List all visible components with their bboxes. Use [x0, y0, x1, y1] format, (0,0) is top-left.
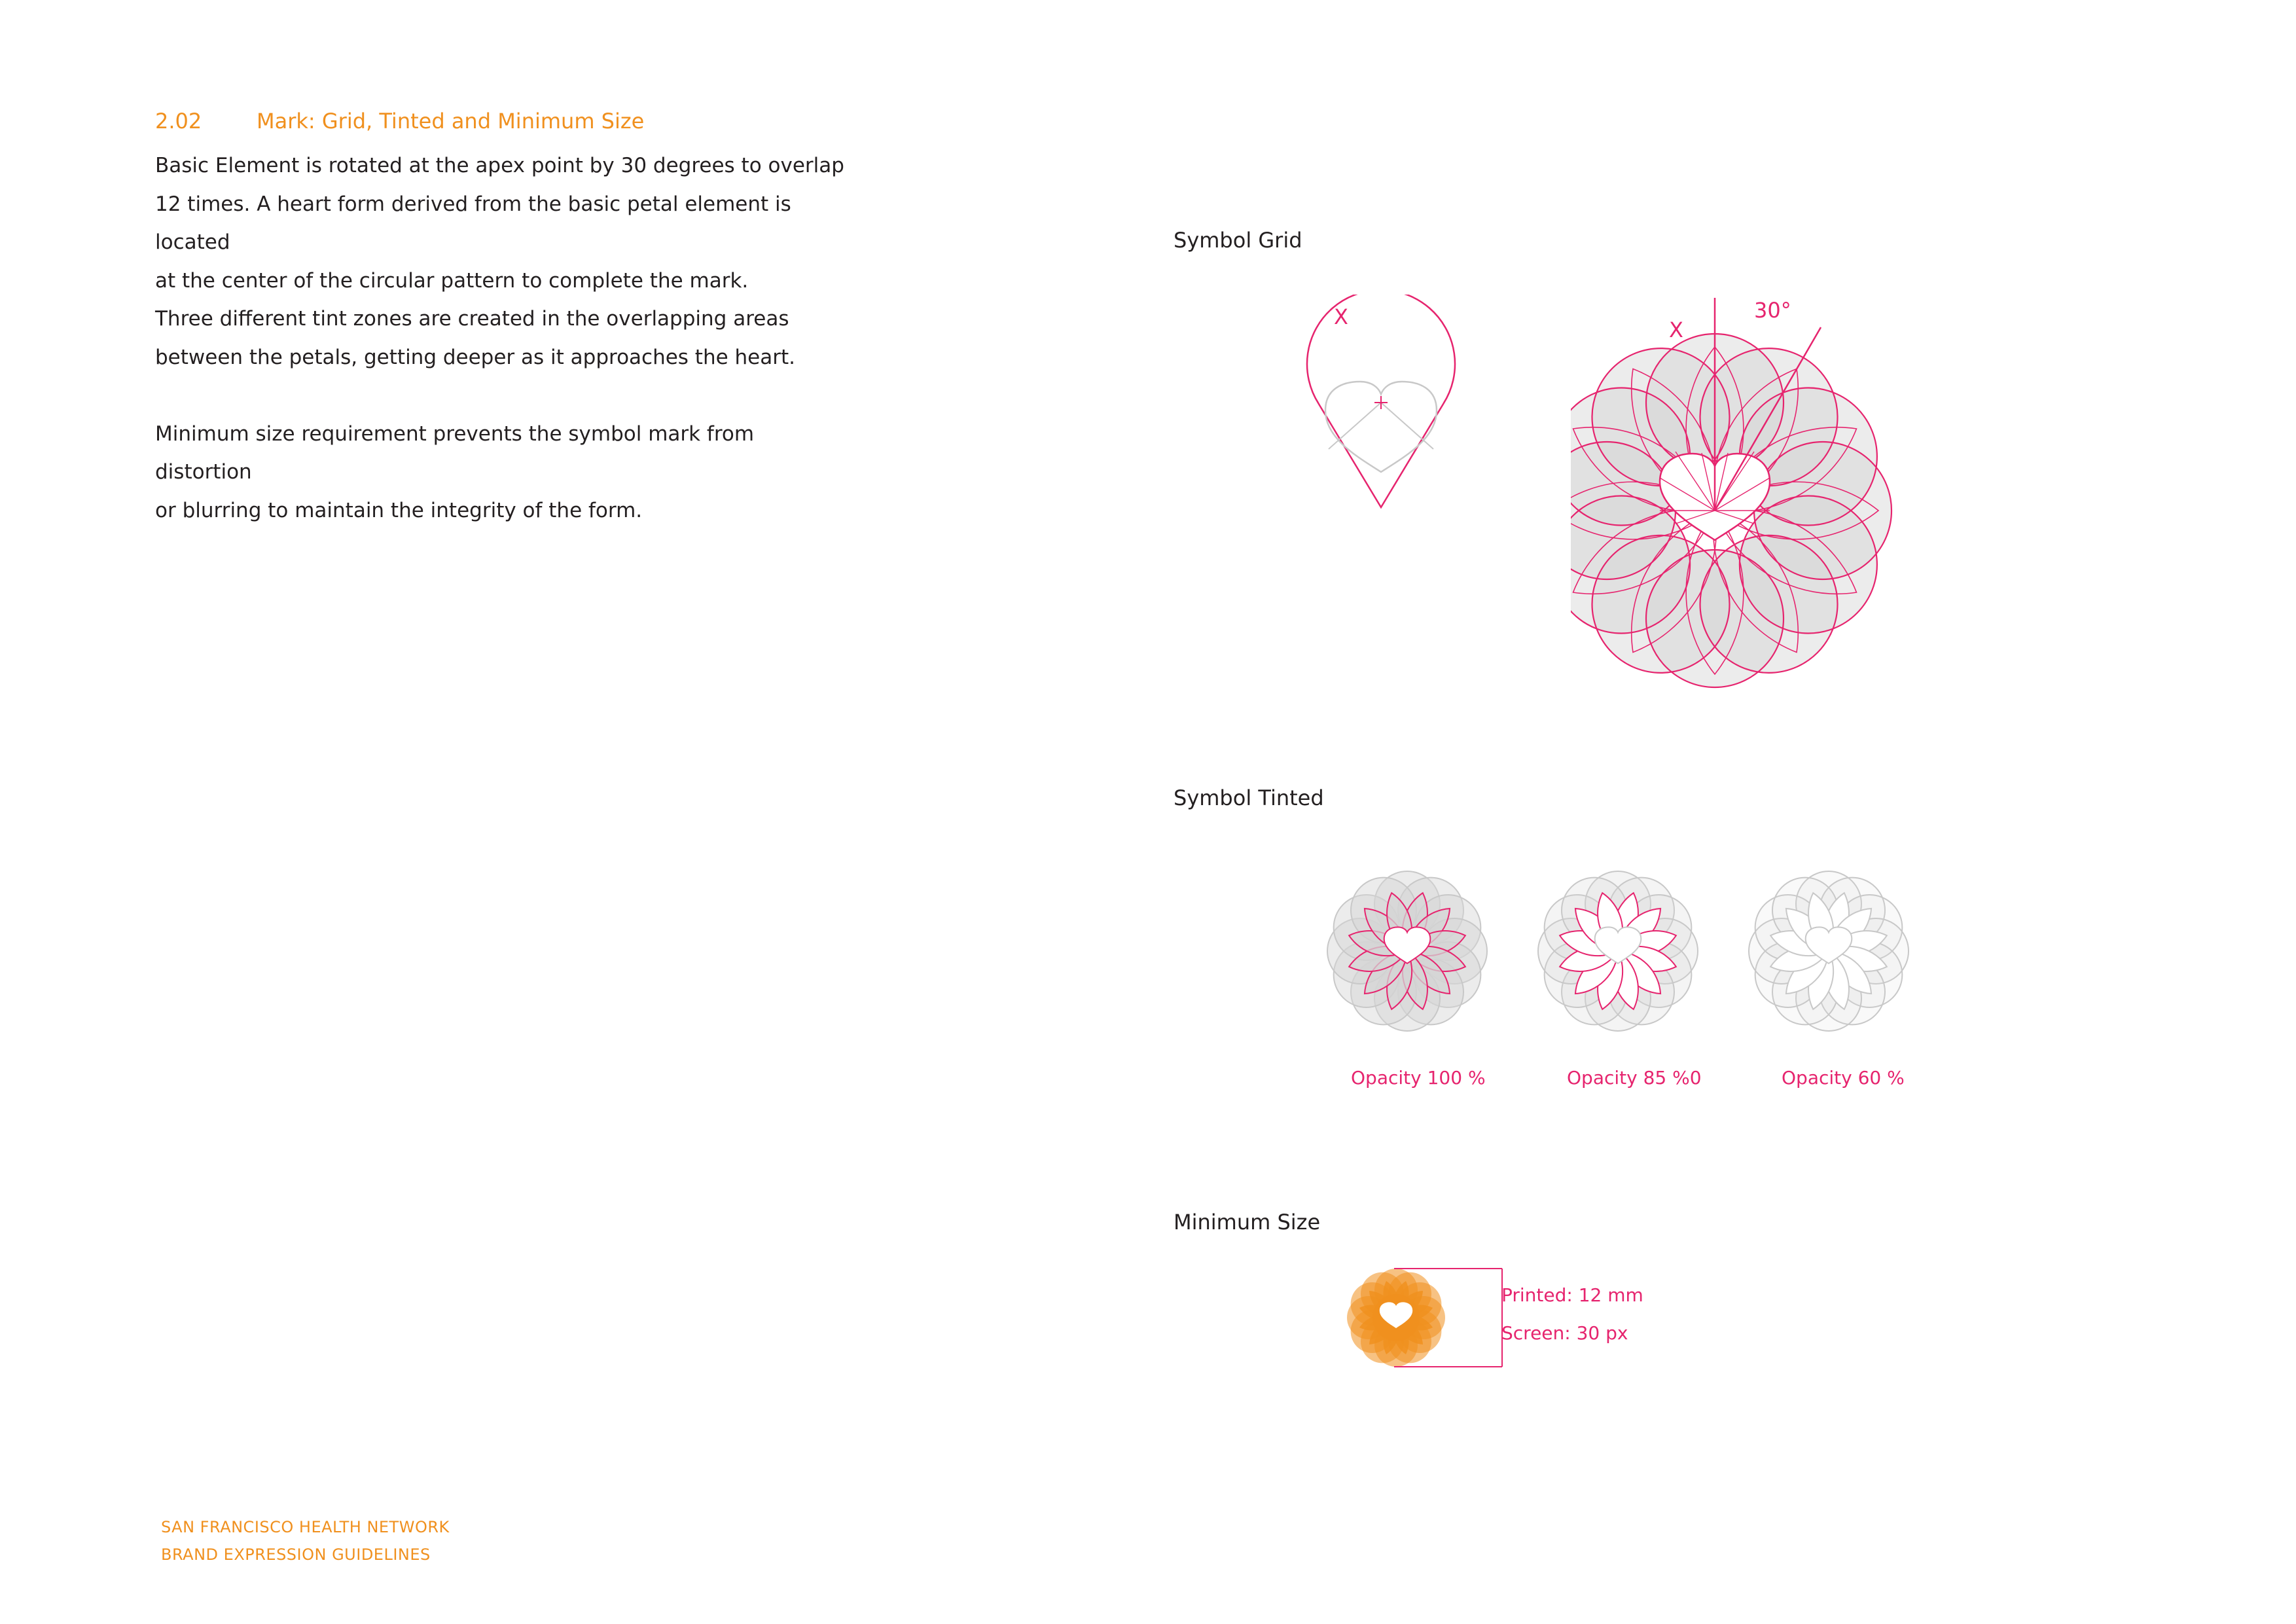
- body-line: Three different tint zones are created in the overlapping areas: [155, 307, 789, 331]
- tint-caption: Opacity 100 %: [1351, 1067, 1486, 1089]
- minimum-size-label: Minimum Size: [1174, 1210, 1321, 1235]
- tinted-variants: [1322, 864, 1924, 1041]
- body-line: at the center of the circular pattern to complete the mark.: [155, 268, 749, 293]
- section-title: Mark: Grid, Tinted and Minimum Size: [257, 109, 645, 134]
- section-number: 2.02: [155, 109, 202, 134]
- tint-caption: Opacity 85 %0: [1567, 1067, 1702, 1089]
- body-line: Minimum size requirement prevents the symbol mark from distortion: [155, 422, 755, 484]
- minimum-size-diagram: [1335, 1257, 1518, 1375]
- body-line: Basic Element is rotated at the apex point by 30 degrees to overlap: [155, 154, 844, 177]
- footer: [161, 1513, 450, 1568]
- printed-size: Printed: 12 mm: [1501, 1284, 1643, 1306]
- guide-line: [1329, 403, 1381, 449]
- body-line: or blurring to maintain the integrity of the form.: [155, 498, 643, 522]
- basic-element-diagram: [1302, 295, 1486, 517]
- symbol-tinted-label: Symbol Tinted: [1174, 785, 1324, 810]
- heart-guide-outline: [1325, 382, 1437, 472]
- rosette-marker-x: X: [1669, 317, 1683, 342]
- footer-line: BRAND EXPRESSION GUIDELINES: [161, 1545, 431, 1564]
- minimum-size-mark: [1347, 1269, 1445, 1367]
- body-line: 12 times. A heart form derived from the basic petal element is located: [155, 192, 791, 254]
- body-copy: [155, 147, 849, 530]
- tint-variant-60: [1749, 871, 1909, 1031]
- rosette-grid-diagram: [1571, 262, 1977, 707]
- tint-variant-85: [1538, 871, 1698, 1031]
- angle-label: 30°: [1754, 298, 1791, 323]
- tint-variant-100: [1327, 871, 1487, 1031]
- footer-line: SAN FRANCISCO HEALTH NETWORK: [161, 1518, 450, 1536]
- tint-caption: Opacity 60 %: [1782, 1067, 1905, 1089]
- element-marker-x: X: [1334, 304, 1348, 329]
- section-heading: [155, 109, 644, 134]
- guide-line: [1381, 403, 1433, 449]
- body-line: between the petals, getting deeper as it approaches the heart.: [155, 345, 795, 369]
- paragraph-gap: [155, 376, 849, 415]
- symbol-grid-label: Symbol Grid: [1174, 228, 1302, 253]
- screen-size: Screen: 30 px: [1501, 1322, 1628, 1344]
